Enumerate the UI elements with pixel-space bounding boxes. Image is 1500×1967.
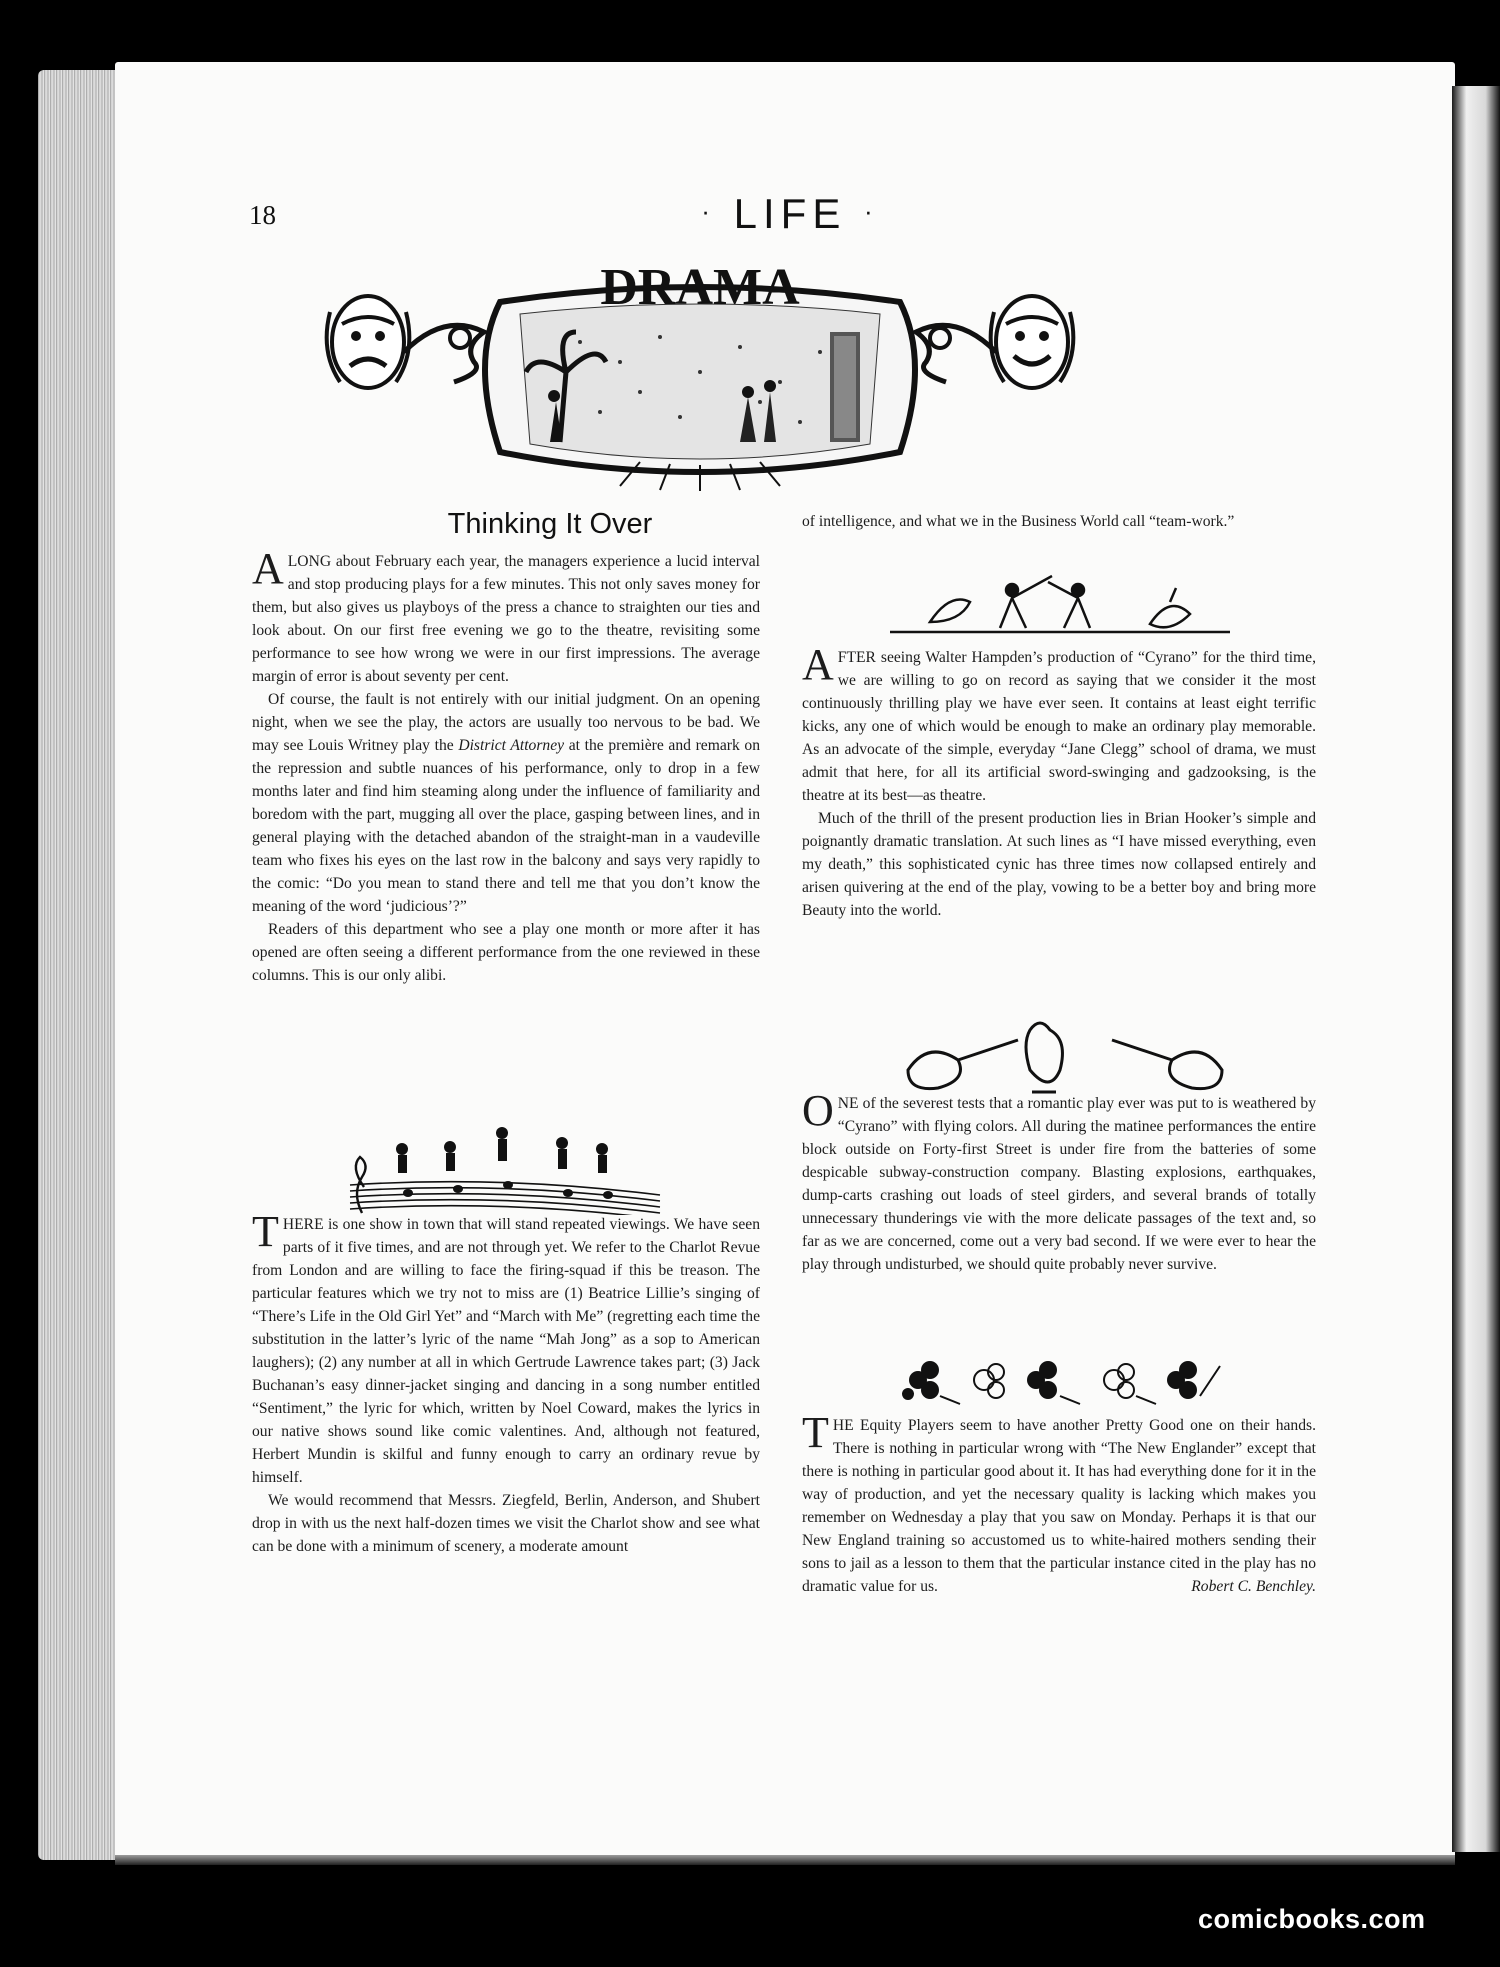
drop-cap: O	[802, 1086, 834, 1135]
music-staff-illustration	[340, 1115, 670, 1215]
birds-and-vase-illustration	[900, 1010, 1230, 1100]
banner-label: DRAMA	[600, 259, 800, 316]
left-column-upper	[252, 544, 760, 987]
right-column-lower	[802, 1086, 1316, 1276]
comedy-mask-icon	[991, 296, 1074, 388]
author-signature: Robert C. Benchley.	[1191, 1578, 1316, 1595]
paragraph: ONE of the severest tests that a romantic play ever was put to is weathered by “Cyrano” with flying colors. All during the matinee performances the entire block outside on Forty-first Street is under fire from the batteries of some despicable subway-construction company. Blasting explosions, earthquakes, dump-carts crashing out loads of steel girders, and several brands of totally unnecessary thunderings vie with the more delicate passages of the text and, so far as we are concerned, come out a very bad second. If we were ever to hear the play through undisturbed, we should quite probably never survive.	[802, 1086, 1316, 1273]
paragraph: Readers of this department who see a play one month or more after it has opened are often seeing a different performance from the one reviewed in these columns. This is our only alibi.	[252, 921, 760, 984]
masthead-dot-right: ·	[864, 196, 879, 226]
right-column-top	[802, 510, 1316, 533]
italic-title: District Attorney	[458, 737, 565, 754]
left-column-lower	[252, 1207, 760, 1558]
book-page-edges	[38, 70, 118, 1860]
paragraph: Much of the thrill of the present production lies in Brian Hooker’s simple and poignantly dramatic translation. At such lines as “I have missed everything, even my death,” this sophisticated cynic has three times now collapsed entirely and arisen quivering at the end of the play, vowing to be a better boy and bring more Beauty into the world.	[802, 810, 1316, 919]
paragraph: Of course, the fault is not entirely with our initial judgment. On an opening night, when we see the play, the actors are usually too nervous to be bad. We may see Louis Writney play the District Attorney at the première and remark on the repression and subtle nuances of his performance, only to drop in a few months later and find him steaming along under the influence of familiarity and boredom with the part, mugging all over the place, gasping between lines, and in general playing with the detached abandon of the straight-man in a vaudeville team who fixes his eyes on the last row in the balcony and says very rapidly to the comic: “Do you mean to stand there and tell me that you don’t know the meaning of the word ‘judicious’?”	[252, 691, 760, 915]
drop-cap: A	[252, 544, 284, 593]
page-bottom-shadow	[115, 1855, 1455, 1865]
flowers-illustration	[896, 1356, 1226, 1408]
article-title: Thinking It Over	[447, 508, 653, 540]
paragraph: We would recommend that Messrs. Ziegfeld, Berlin, Anderson, and Shubert drop in with us the next half-dozen times we visit the Charlot show and see what can be done with a minimum of scenery, a moderate amount	[252, 1492, 760, 1555]
paragraph: THERE is one show in town that will stand repeated viewings. We have seen parts of it five times, and are not through yet. We refer to the Charlot Revue from London and are willing to face the firing-squad if this be treason. The particular features which we try not to miss are (1) Beatrice Lillie’s singing of “There’s Life in the Old Girl Yet” and “March with Me” (regretting each time the substitution in the latter’s lyric of the name “Mah Jong” as a sop to American laughers); (2) any number at all in which Gertrude Lawrence takes part; (3) Jack Buchanan’s easy dinner-jacket singing and dancing in a song number entitled “Sentiment,” the lyric for which, written by Noel Coward, makes the lyrics in our native shows sound like comic valentines. And, although not featured, Herbert Mundin is skilful and funny enough to carry an ordinary revue by himself.	[252, 1207, 760, 1486]
paragraph: AFTER seeing Walter Hampden’s production of “Cyrano” for the third time, we are willing to go on record as saying that we consider it the most continuously thrilling play we have ever seen. It contains at least eight terrific kicks, any one of which would be enough to make an ordinary play memorable. As an advocate of the simple, everyday “Jane Clegg” school of drama, we must admit that here, for all its artificial sword-swinging and gadzooksing, is the theatre at its best—as theatre.	[802, 640, 1316, 804]
right-column-final	[802, 1408, 1316, 1598]
drop-cap: T	[802, 1408, 829, 1457]
paragraph: ALONG about February each year, the managers experience a lucid interval and stop producing plays for a few minutes. This not only saves money for them, but also gives us playboys of the press a chance to straighten our ties and look about. On our first free evening we go to the theatre, revisiting some performance to see how wrong we were in our first impressions. The average margin of error is about seventy per cent.	[252, 544, 760, 685]
fencing-illustration	[890, 562, 1230, 642]
page-number: 18	[249, 200, 276, 230]
masthead	[660, 190, 920, 238]
paragraph: of intelligence, and what we in the Business World call “team-work.”	[802, 513, 1235, 530]
masthead-title: LIFE	[733, 190, 847, 237]
watermark: comicbooks.com	[1198, 1904, 1426, 1934]
drama-banner-illustration	[320, 252, 1080, 492]
tragedy-mask-icon	[327, 296, 410, 388]
drop-cap: A	[802, 640, 834, 689]
facing-page-edge	[1452, 86, 1500, 1852]
right-column-middle	[802, 640, 1316, 922]
drop-cap: T	[252, 1207, 279, 1256]
masthead-dot-left: ·	[701, 196, 716, 226]
paragraph: THE Equity Players seem to have another Pretty Good one on their hands. There is nothing in particular wrong with “The New Englander” except that there is nothing in particular good about it. It has had everything done for it in the way of production, and yet the necessary quality is lacking which makes you remember on Wednesday a play that you saw on Monday. Perhaps it is that our New England training so accustomed us to white-haired mothers sending their sons to jail as a lesson to them that the particular instance cited in the play has no dramatic value for us. Robert C. Benchley.	[802, 1414, 1316, 1598]
